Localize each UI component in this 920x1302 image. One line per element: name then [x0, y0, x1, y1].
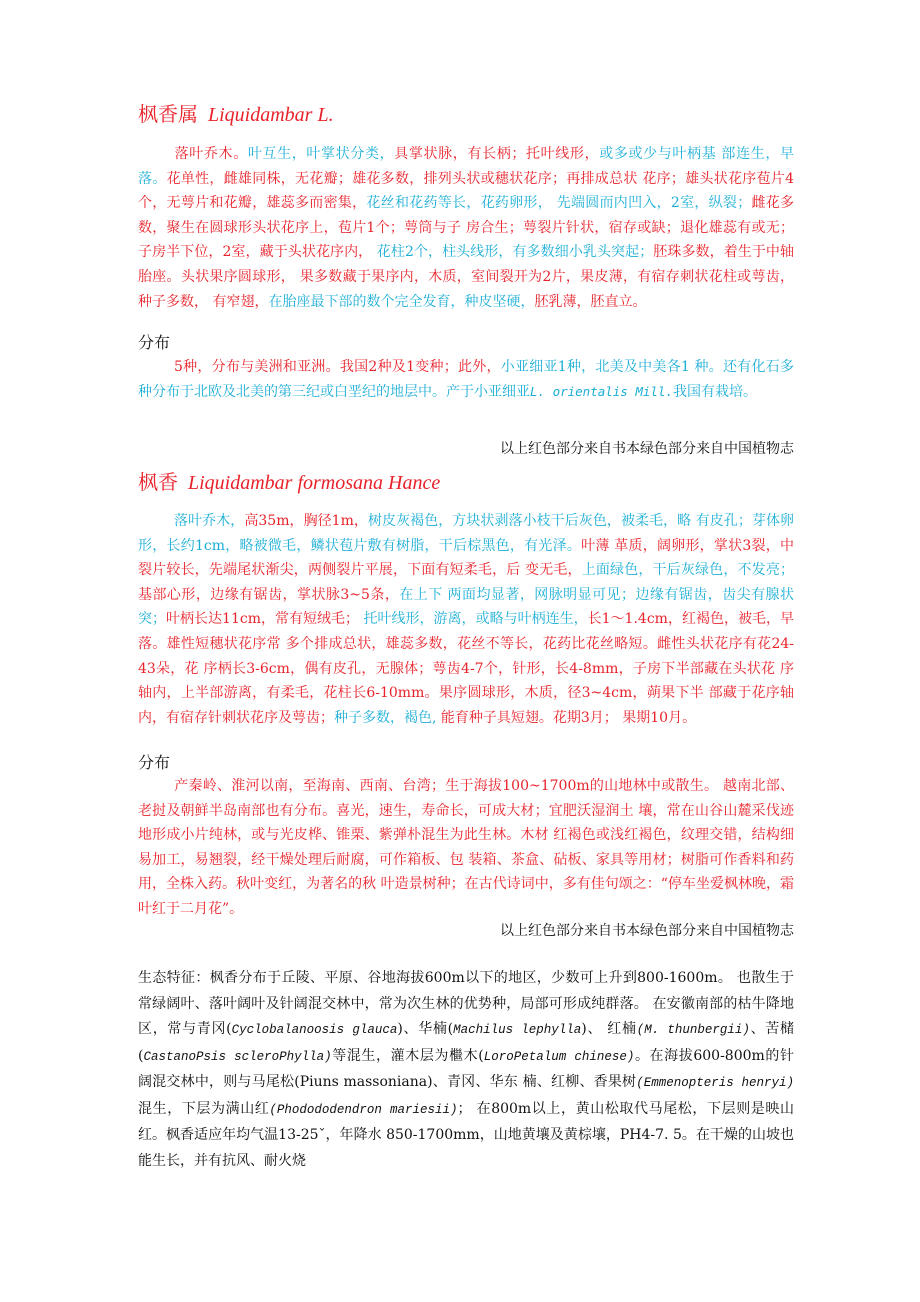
text-run: 胚乳薄，胚直立。 — [534, 293, 647, 310]
text-run: 基部心形，边缘有锯齿，掌状脉3~5条， — [138, 586, 400, 603]
text-run: (Emmenopteris henryi) — [636, 1076, 794, 1090]
text-run: L. orientalis Mill. — [530, 383, 673, 399]
species-description — [138, 509, 794, 730]
text-run: 在胎座最下部的数个完全发育，种皮坚硬， — [268, 293, 535, 310]
genus-heading — [138, 98, 334, 127]
genus-title-latin: Liquidambar L. — [208, 104, 334, 126]
text-run: 花丝和花药等长，花药卵形， — [366, 195, 552, 212]
text-run: CastanoPsis scleroPhylla) — [143, 1049, 332, 1064]
text-run: 小枝干后灰色，被柔毛，略 有皮孔；芽体卵形，长约1cm，略被微毛，鳞状苞片敷有树脂，干后棕黑色，有光泽。 — [138, 513, 795, 554]
species-title-cn: 枫香 — [138, 470, 178, 494]
text-run: 等混生，灌木层为檵木( — [331, 1047, 484, 1064]
genus-distribution-heading: 分布 — [138, 333, 171, 352]
text-run: 树皮灰褐色，方块状剥落 — [367, 513, 523, 529]
ecology-text — [138, 970, 794, 1169]
text-run: 或多或少与叶柄基 部连生，早落。 — [138, 146, 794, 187]
text-run: 混生，下层为满山红 — [138, 1100, 270, 1117]
text-run: 小亚细亚1种，北美及中美各1 种。还有化石多种分布于北欧及北美的第三纪或白垩纪的地层中。产于小亚细亚 — [138, 359, 794, 400]
text-run: 生态特征：枫香分布于丘陵、平原、谷地海拔600m以下的地区，少数可上升到800-1600m。 也散生于常绿阔叶、落叶阔叶及针阔混交林中，常为次生林的优势种，局部可形成纯群落。 在安徽南部的枯牛降地区，常与青冈( — [138, 970, 794, 1037]
genus-title-cn: 枫香属 — [138, 102, 198, 126]
genus-description — [138, 142, 794, 314]
species-distribution-heading: 分布 — [138, 753, 171, 772]
text-run: 高35m，胸径1m， — [244, 513, 368, 529]
text-run: 落叶乔木。 — [174, 146, 248, 162]
text-run: 花柱2个，柱头线形，有多数细小乳头突起； — [372, 244, 654, 261]
species-description-text — [138, 513, 794, 726]
text-run: 上面绿色，干后灰绿色，不发亮； — [581, 562, 794, 579]
text-run: LoroPetalum chinese) — [483, 1049, 635, 1064]
text-run: 我国有栽培。 — [673, 383, 757, 400]
text-run: )、 红楠 — [581, 1021, 637, 1037]
text-run: 叶柄长达11cm，常有短绒毛； — [166, 611, 360, 628]
text-run: 种子多数，褐色, — [334, 709, 437, 726]
text-run: (Phodododendron mariesii) — [269, 1102, 458, 1117]
text-run: 、苦槠( — [138, 1021, 794, 1064]
species-heading — [138, 466, 440, 495]
text-run: 。在海拔600-800m的针阔混交林中，则与马尾松(Piuns massoniana)、青冈、华东 楠、红柳、香果树 — [138, 1047, 795, 1090]
text-run: 能育种子具短翅。花期3月； 果期10月。 — [436, 709, 697, 726]
text-run: 具掌状脉，有长柄；托叶线形， — [394, 146, 600, 162]
genus-distribution-text — [138, 359, 794, 400]
species-title-latin: Liquidambar formosana Hance — [188, 472, 441, 494]
genus-distribution — [138, 355, 794, 404]
text-run: 胚珠多数，着生于中轴胎座。头状果序圆球形， 果多数藏于果序内，木质，室间裂开为2片，果皮薄，有宿存刺状花柱或萼齿，种子多数， 有窄翅， — [138, 244, 795, 310]
text-run: )、华楠( — [397, 1021, 454, 1037]
genus-description-text — [138, 146, 794, 310]
genus-source-note: 以上红色部分来自书本绿色部分来自中国植物志 — [500, 441, 794, 457]
text-run: 5种，分布与美洲和亚洲。我国2种及1变种；此外， — [174, 359, 501, 375]
text-run: 退化雄蕊有或无；子房半下位，2室，藏于头状花序内， — [138, 219, 795, 261]
text-run: 叶互生，叶掌状分类， — [247, 146, 395, 162]
species-source-note: 以上红色部分来自书本绿色部分来自中国植物志 — [500, 923, 794, 939]
text-run: 落叶乔木， — [174, 513, 245, 529]
text-run: 长1〜1.4cm，红褐色，被毛，早落。雄性短穗状花序常 多个排成总状，雄蕊多数，花丝不等长，花药比花丝略短。雌性头状花序有花24-43朵，花 序柄长3-6cm，偶有皮孔，无腺体；萼齿4-7个，针形，长4-8mm，子房下半部藏在头状花 序轴内，上半部游离，有柔毛，花柱长6-10mm。果序圆球形，木质，径3~4cm，蒴果下半 部藏于花序轴内，有宿存针刺状花序及萼齿； — [138, 611, 795, 726]
text-run: 先端圆而内凹入，2室，纵裂； — [551, 195, 752, 212]
species-distribution-text — [138, 778, 794, 917]
ecology-paragraph — [138, 966, 794, 1174]
text-run: 产秦岭、淮河以南，至海南、西南、台湾；生于海拔100~1700m的山地林中或散生。 越南北部、老挝及朝鲜半岛南部也有分布。喜光，速生，寿命长，可成大材；宜肥沃湿润土 壤，常在山谷山麓采伐迹地形成小片纯林，或与光皮桦、锥栗、紫弹朴混生为此生林。木材 红褐色或浅红褐色，纹理交错，结构细易加工，易翘裂，经干燥处理后耐腐，可作箱板、包 装箱、茶盒、砧板、家具等用材；树脂可作香料和药用，全株入药。秋叶变红，为著名的秋 叶造景树种；在古代诗词中，多有佳句颂之：“停车坐爱枫林晚，霜叶红于二月花”。 — [138, 778, 794, 917]
text-run: 在上下 两面均显著，网脉明显可见；边缘有锯齿，齿尖有腺状突； — [138, 586, 795, 628]
text-run: 雌花多数，聚生在圆球形头状花序上，苞片1个；萼筒与子 房合生；萼裂片针状，宿存或缺； — [138, 195, 795, 236]
text-run: Machilus lephylla — [453, 1023, 582, 1037]
text-run: 叶薄 革质，阔卵形，掌状3裂，中裂片较长，先端尾状渐尖，两侧裂片平展，下面有短柔毛，后 变无毛， — [138, 537, 795, 579]
text-run: 托叶线形，游离，或略与叶柄连生， — [359, 611, 588, 628]
species-distribution — [138, 774, 794, 922]
text-run: 花单性，雌雄同株，无花瓣；雄花多数，排列头状或穗状花序；再排成总状 花序；雄头状花序苞片4个，无萼片和花瓣，雄蕊多而密集， — [138, 170, 795, 212]
text-run: ； 在800m以上，黄山松取代马尾松，下层则是映山红。枫香适应年均气温13-25ˇ，年降水 850-1700mm，山地黄壤及黄棕壤，PH4-7. 5。在干燥的山坡也能生长，并有抗风、耐火烧 — [138, 1100, 795, 1169]
text-run: (M. thunbergii) — [636, 1023, 750, 1037]
text-run: Cyclobalanoosis glauca — [231, 1023, 398, 1037]
